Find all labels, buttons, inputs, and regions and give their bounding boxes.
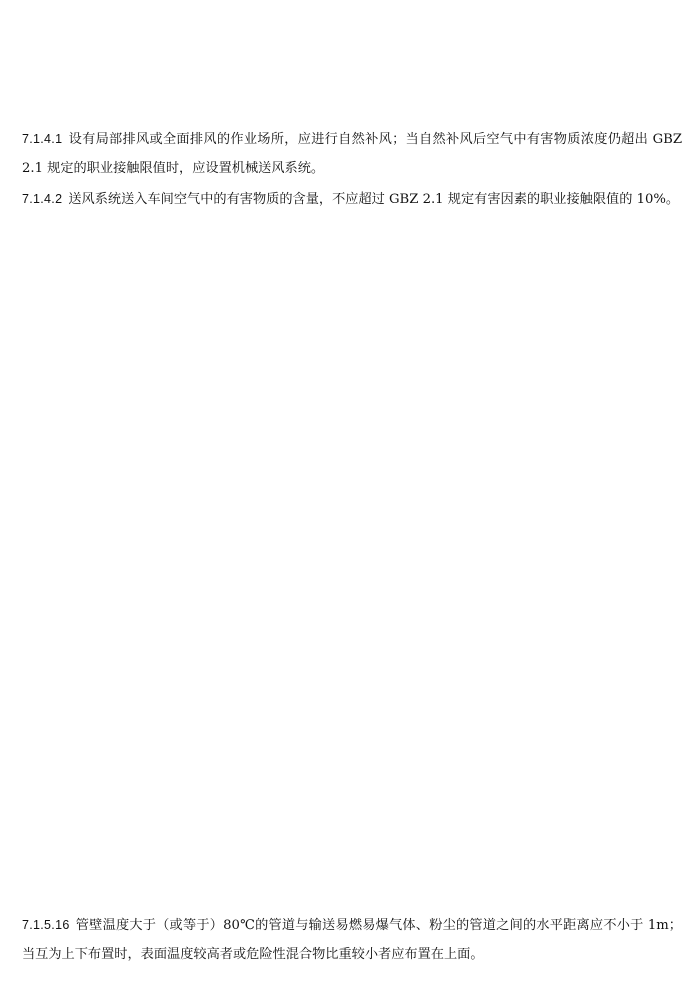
clause-number: 7.1.4.2 xyxy=(22,192,63,206)
clause-number: 7.1.5.16 xyxy=(22,918,70,932)
clause-7-1-4-2 xyxy=(22,185,682,214)
clause-text: 管壁温度大于（或等于）80℃的管道与输送易燃易爆气体、粉尘的管道之间的水平距离应不小于 1m；当互为上下布置时，表面温度较高者或危险性混合物比重较小者应布置在上面。 xyxy=(22,918,682,962)
clause-number: 7.1.4.1 xyxy=(22,132,63,146)
clause-7-1-5-16 xyxy=(22,911,682,969)
clause-text: 设有局部排风或全面排风的作业场所，应进行自然补风；当自然补风后空气中有害物质浓度仍超出 GBZ 2.1 规定的职业接触限值时，应设置机械送风系统。 xyxy=(22,132,682,176)
clause-text: 送风系统送入车间空气中的有害物质的含量，不应超过 GBZ 2.1 规定有害因素的职业接触限值的 10%。 xyxy=(68,192,680,207)
clause-7-1-4-1 xyxy=(22,125,682,183)
